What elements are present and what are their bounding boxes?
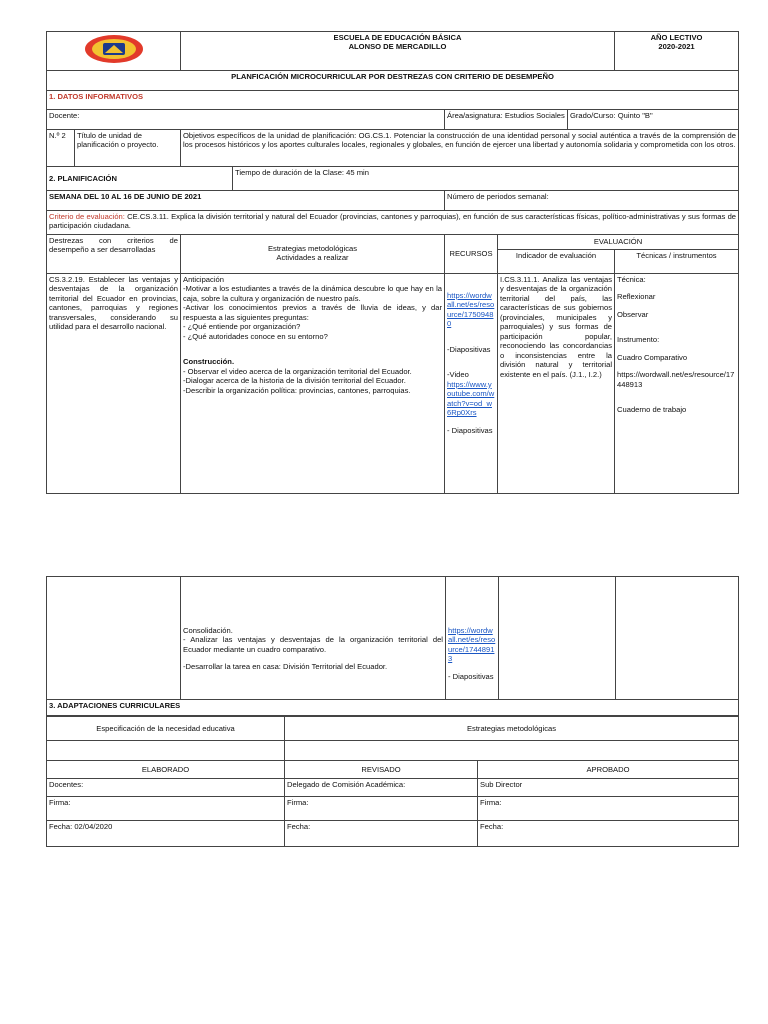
tecnica-item: Reflexionar (617, 292, 656, 302)
grado-field (568, 110, 739, 130)
wordwall-link[interactable]: https://wordwall.net/es/resource/17509480 (447, 291, 495, 329)
estrategias-line1: Estrategias metodológicas (267, 244, 358, 253)
recursos-cell-2 (446, 577, 499, 700)
construccion-item: -Dialogar acerca de la historia de la división territorial del Ecuador. (183, 376, 406, 386)
firma-field: Firma: (478, 797, 739, 821)
fecha-field: Fecha: (478, 821, 739, 847)
recurso-diapositivas: - Diapositivas (447, 425, 493, 435)
recurso-diapositivas: - Diapositivas (448, 671, 494, 681)
elaborado-header: ELABORADO (47, 761, 285, 779)
criterion-cell (47, 211, 739, 235)
consolidacion-cell (181, 577, 446, 700)
header-estrategias (181, 235, 445, 274)
tecnica-item: Observar (617, 309, 649, 319)
firma-field: Firma: (47, 797, 285, 821)
indicador-cell: I.CS.3.11.1. Analiza las ventajas y desventajas de la organización territorial del país, las características de sus gobiernos (provinciales, municipales y parroquiales) y sus formas de participación popular, reconociendo las concordancias o inconsistencias entre la división natural y territorial existente en el país. (J.1., I.2.) (498, 274, 615, 494)
grado-value: Quinto "B" (617, 111, 653, 120)
week-field: SEMANA DEL 10 AL 16 DE JUNIO DE 2021 (47, 191, 445, 211)
firma-field: Firma: (285, 797, 478, 821)
planning-table (46, 31, 739, 494)
cuaderno-item: Cuaderno de trabajo (617, 405, 687, 415)
section3-title: 3. ADAPTACIONES CURRICULARES (47, 700, 739, 716)
instrumento-item: https://wordwall.net/es/resource/17448913 (617, 370, 735, 389)
adaptaciones-empty (47, 741, 285, 761)
header-tecnicas: Técnicas / instrumentos (615, 250, 739, 274)
docente-field: Docente: (47, 110, 445, 130)
adaptaciones-col1: Especificación de la necesidad educativa (47, 717, 285, 741)
page-title: PLANFICACIÓN MICROCURRICULAR POR DESTREZAS CON CRITERIO DE DESEMPEÑO (47, 71, 739, 91)
criterion-label: Criterio de evaluación: (49, 212, 125, 221)
revisado-header: REVISADO (285, 761, 478, 779)
estrategias-line2: Actividades a realizar (276, 253, 349, 263)
youtube-link[interactable]: https://www.youtube.com/watch?v=od_w6Rp0Xrs (447, 379, 495, 418)
consolidacion-table (46, 576, 739, 716)
construccion-item: - Observar el video acerca de la organización territorial del Ecuador. (183, 366, 412, 376)
section2-title: 2. PLANIFICACIÓN (47, 167, 233, 191)
header-evaluacion: EVALUACIÓN (498, 235, 739, 250)
unit-number: N.º 2 (47, 130, 75, 167)
tecnicas-cell (615, 274, 739, 494)
empty-indicador-cell (499, 577, 616, 700)
header-destrezas: Destrezas con criterios de desempeño a ser desarrolladas (47, 235, 181, 274)
construccion-item: -Describir la organización política: provincias, cantones, parroquias. (183, 385, 411, 395)
school-name-cell (181, 32, 615, 71)
school-year-cell (615, 32, 739, 71)
anticipacion-item: -Motivar a los estudiantes a través de la dinámica descubre lo que hay en la caja, sobre la cultura y organización de nuestro país. (183, 284, 442, 303)
area-label: Área/asignatura: (447, 111, 503, 120)
empty-tecnicas-cell (616, 577, 739, 700)
grado-label: Grado/Curso: (570, 111, 616, 120)
anticipacion-title: Anticipación (183, 275, 224, 284)
adaptaciones-table (46, 716, 739, 761)
destreza-cell: CS.3.2.19. Establecer las ventajas y desventajas de la organización territorial del Ecuador en provincias, cantones, parroquias y regiones transversales, considerando su utilidad para el desarrollo nacional. (47, 274, 181, 494)
tecnica-label: Técnica: (617, 275, 646, 284)
area-value: Estudios Sociales (504, 111, 565, 120)
fecha-field: Fecha: 02/04/2020 (47, 821, 285, 847)
anticipacion-item: -Activar los conocimientos previos a través de lluvia de ideas, y dar respuesta a las siguientes preguntas: (183, 303, 442, 322)
criterion-text: CE.CS.3.11. Explica la división territorial y natural del Ecuador (provincias, cantones y parroquias), en función de sus características físicas, político-administrativas y sus formas de participación ciudadana. (49, 212, 737, 231)
instrumento-item: Cuadro Comparativo (617, 352, 688, 362)
consolidacion-item: -Desarrollar la tarea en casa: División Territorial del Ecuador. (183, 662, 388, 672)
area-field (445, 110, 568, 130)
consolidacion-title: Consolidación. (183, 626, 233, 635)
recurso-diapositivas: -Diapositivas (447, 344, 491, 354)
adaptaciones-col2: Estrategias metodológicas (285, 717, 739, 741)
class-duration: Tiempo de duración de la Clase: 45 min (233, 167, 739, 191)
delegado-field: Delegado de Comisión Académica: (285, 779, 478, 797)
header-recursos: RECURSOS (445, 235, 498, 274)
signatures-table (46, 760, 739, 847)
subdirector-field: Sub Director (478, 779, 739, 797)
school-logo-icon (83, 33, 145, 65)
school-line1: ESCUELA DE EDUCACIÓN BÁSICA (333, 33, 462, 42)
consolidacion-item: - Analizar las ventajas y desventajas de la organización territorial del Ecuador mediante un cuadro comparativo. (183, 635, 443, 654)
anticipacion-item: - ¿Qué autoridades conoce en su entorno? (183, 331, 328, 341)
recursos-cell (445, 274, 498, 494)
adaptaciones-empty (285, 741, 739, 761)
year-value: 2020-2021 (658, 42, 695, 52)
section1-title: 1. DATOS INFORMATIVOS (47, 91, 739, 110)
header-indicador: Indicador de evaluación (498, 250, 615, 274)
unit-title-label: Título de unidad de planificación o proyecto. (75, 130, 181, 167)
construccion-title: Construcción. (183, 357, 235, 367)
empty-destreza-cell (47, 577, 181, 700)
actividades-cell (181, 274, 445, 494)
recurso-video-label: -Video (447, 370, 469, 380)
year-label: AÑO LECTIVO (650, 33, 703, 42)
instrumento-label: Instrumento: (617, 335, 660, 345)
logo-cell (47, 32, 181, 71)
wordwall-link[interactable]: https://wordwall.net/es/resource/17448913 (448, 626, 496, 664)
fecha-field: Fecha: (285, 821, 478, 847)
aprobado-header: APROBADO (478, 761, 739, 779)
periods-field: Número de periodos semanal: (445, 191, 739, 211)
docentes-field: Docentes: (47, 779, 285, 797)
school-line2: ALONSO DE MERCADILLO (348, 42, 447, 52)
anticipacion-item: - ¿Qué entiende por organización? (183, 322, 301, 332)
objectives-text: Objetivos específicos de la unidad de planificación: OG.CS.1. Potenciar la construcción de una identidad personal y social auténtica a través de la comprensión de los procesos históricos y los aportes culturales locales, regionales y globales, en función de ejercer una libertad y autonomía solidaria y comprometida con los otros. (181, 130, 739, 167)
